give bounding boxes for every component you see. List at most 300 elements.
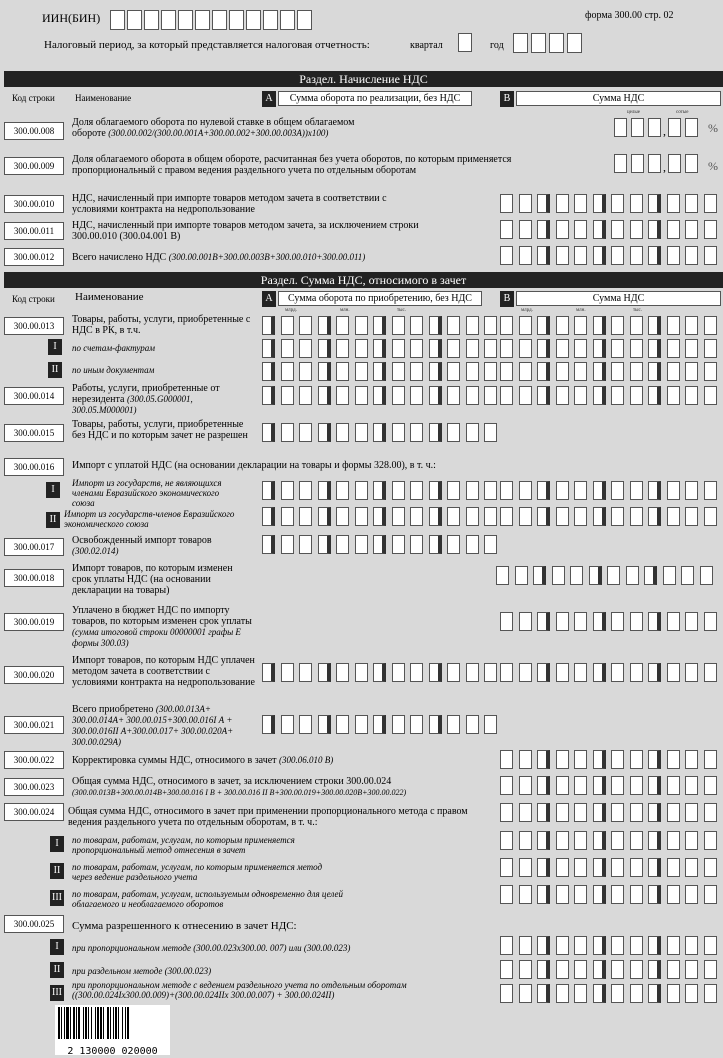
digit-cell[interactable] [336,316,349,335]
digit-cell[interactable] [556,885,569,904]
digit-cell[interactable] [667,339,680,358]
digit-cell[interactable] [574,246,587,265]
digit-cell[interactable] [667,663,680,682]
digit-cell[interactable] [355,481,368,500]
digit-cell[interactable] [593,936,606,955]
digit-cell[interactable] [685,750,698,769]
digit-cell[interactable] [685,118,698,137]
digit-cell[interactable] [631,118,644,137]
digit-cell[interactable] [704,750,717,769]
digit-cell[interactable] [648,612,661,631]
digit-cell[interactable] [593,339,606,358]
digit-cell[interactable] [685,612,698,631]
digit-cell[interactable] [299,339,312,358]
digit-cell[interactable] [519,663,532,682]
digit-cell[interactable] [630,612,643,631]
digit-cell[interactable] [667,936,680,955]
digit-cell[interactable] [589,566,602,585]
digit-cell[interactable] [484,507,497,526]
digit-cell[interactable] [556,858,569,877]
digit-cell[interactable] [630,246,643,265]
digit-cell[interactable] [410,339,423,358]
digit-cell[interactable] [593,246,606,265]
digit-cell[interactable] [574,750,587,769]
digit-cell[interactable] [611,362,624,381]
digit-cell[interactable] [611,885,624,904]
digit-cell[interactable] [297,10,312,30]
digit-cell[interactable] [574,507,587,526]
digit-cell[interactable] [519,220,532,239]
digit-cell[interactable] [355,715,368,734]
digit-cell[interactable] [648,663,661,682]
digit-cell[interactable] [685,481,698,500]
digit-cell[interactable] [429,339,442,358]
digit-cell[interactable] [667,858,680,877]
digit-cell[interactable] [667,831,680,850]
digit-cell[interactable] [704,194,717,213]
digit-cell[interactable] [195,10,210,30]
digit-cell[interactable] [630,339,643,358]
digit-cell[interactable] [262,535,275,554]
digit-cell[interactable] [570,566,583,585]
digit-cell[interactable] [574,663,587,682]
digit-cell[interactable] [667,246,680,265]
digit-cell[interactable] [447,316,460,335]
digit-cell[interactable] [556,507,569,526]
digit-cell[interactable] [611,220,624,239]
digit-cell[interactable] [281,535,294,554]
digit-cell[interactable] [447,362,460,381]
digit-cell[interactable] [704,885,717,904]
digit-cell[interactable] [537,984,550,1003]
digit-cell[interactable] [429,663,442,682]
digit-cell[interactable] [262,423,275,442]
digit-cell[interactable] [500,984,513,1003]
digit-cell[interactable] [500,831,513,850]
digit-cell[interactable] [685,960,698,979]
digit-cell[interactable] [685,984,698,1003]
digit-cell[interactable] [410,481,423,500]
digit-cell[interactable] [318,481,331,500]
digit-cell[interactable] [537,316,550,335]
digit-cell[interactable] [500,362,513,381]
digit-cell[interactable] [648,750,661,769]
quarter-input[interactable] [458,33,472,52]
digit-cell[interactable] [410,362,423,381]
digit-cell[interactable] [500,750,513,769]
digit-cell[interactable] [630,220,643,239]
digit-cell[interactable] [392,386,405,405]
digit-cell[interactable] [178,10,193,30]
digit-cell[interactable] [336,663,349,682]
digit-cell[interactable] [704,663,717,682]
digit-cell[interactable] [373,339,386,358]
digit-cell[interactable] [500,339,513,358]
digit-cell[interactable] [704,481,717,500]
digit-cell[interactable] [685,936,698,955]
digit-cell[interactable] [519,339,532,358]
digit-cell[interactable] [704,246,717,265]
digit-cell[interactable] [318,507,331,526]
digit-cell[interactable] [355,362,368,381]
digit-cell[interactable] [556,984,569,1003]
digit-cell[interactable] [537,858,550,877]
digit-cell[interactable] [556,960,569,979]
digit-cell[interactable] [593,960,606,979]
digit-cell[interactable] [466,507,479,526]
digit-cell[interactable] [500,481,513,500]
digit-cell[interactable] [519,246,532,265]
digit-cell[interactable] [574,481,587,500]
digit-cell[interactable] [127,10,142,30]
digit-cell[interactable] [373,481,386,500]
digit-cell[interactable] [685,507,698,526]
digit-cell[interactable] [537,194,550,213]
digit-cell[interactable] [429,316,442,335]
digit-cell[interactable] [704,831,717,850]
digit-cell[interactable] [447,663,460,682]
digit-cell[interactable] [593,194,606,213]
digit-cell[interactable] [318,535,331,554]
digit-cell[interactable] [574,984,587,1003]
digit-cell[interactable] [392,481,405,500]
digit-cell[interactable] [593,220,606,239]
digit-cell[interactable] [630,984,643,1003]
digit-cell[interactable] [648,246,661,265]
digit-cell[interactable] [336,362,349,381]
digit-cell[interactable] [611,803,624,822]
digit-cell[interactable] [447,715,460,734]
digit-cell[interactable] [447,386,460,405]
digit-cell[interactable] [685,386,698,405]
digit-cell[interactable] [537,803,550,822]
digit-cell[interactable] [556,831,569,850]
digit-cell[interactable] [519,885,532,904]
digit-cell[interactable] [484,481,497,500]
digit-cell[interactable] [429,362,442,381]
digit-cell[interactable] [447,481,460,500]
digit-cell[interactable] [355,663,368,682]
digit-cell[interactable] [519,194,532,213]
digit-cell[interactable] [262,507,275,526]
digit-cell[interactable] [262,362,275,381]
digit-cell[interactable] [668,154,681,173]
digit-cell[interactable] [593,831,606,850]
digit-cell[interactable] [648,858,661,877]
digit-cell[interactable] [519,507,532,526]
digit-cell[interactable] [607,566,620,585]
digit-cell[interactable] [500,612,513,631]
digit-cell[interactable] [593,481,606,500]
digit-cell[interactable] [556,246,569,265]
digit-cell[interactable] [648,362,661,381]
digit-cell[interactable] [648,339,661,358]
digit-cell[interactable] [574,612,587,631]
digit-cell[interactable] [410,535,423,554]
digit-cell[interactable] [500,885,513,904]
digit-cell[interactable] [648,194,661,213]
digit-cell[interactable] [212,10,227,30]
digit-cell[interactable] [556,386,569,405]
digit-cell[interactable] [484,362,497,381]
digit-cell[interactable] [574,960,587,979]
digit-cell[interactable] [611,663,624,682]
digit-cell[interactable] [281,663,294,682]
digit-cell[interactable] [667,316,680,335]
digit-cell[interactable] [280,10,295,30]
digit-cell[interactable] [611,386,624,405]
digit-cell[interactable] [392,663,405,682]
digit-cell[interactable] [299,362,312,381]
digit-cell[interactable] [429,715,442,734]
digit-cell[interactable] [392,316,405,335]
digit-cell[interactable] [556,803,569,822]
digit-cell[interactable] [626,566,639,585]
digit-cell[interactable] [614,118,627,137]
digit-cell[interactable] [299,535,312,554]
digit-cell[interactable] [556,776,569,795]
digit-cell[interactable] [299,386,312,405]
digit-cell[interactable] [246,10,261,30]
digit-cell[interactable] [262,663,275,682]
digit-cell[interactable] [318,423,331,442]
digit-cell[interactable] [593,663,606,682]
digit-cell[interactable] [537,220,550,239]
digit-cell[interactable] [429,507,442,526]
digit-cell[interactable] [593,362,606,381]
digit-cell[interactable] [630,858,643,877]
digit-cell[interactable] [648,118,661,137]
digit-cell[interactable] [500,246,513,265]
digit-cell[interactable] [318,386,331,405]
digit-cell[interactable] [549,33,564,53]
digit-cell[interactable] [355,339,368,358]
digit-cell[interactable] [355,535,368,554]
digit-cell[interactable] [700,566,713,585]
digit-cell[interactable] [630,885,643,904]
digit-cell[interactable] [373,535,386,554]
digit-cell[interactable] [500,194,513,213]
digit-cell[interactable] [466,316,479,335]
digit-cell[interactable] [429,535,442,554]
digit-cell[interactable] [281,339,294,358]
digit-cell[interactable] [466,535,479,554]
digit-cell[interactable] [229,10,244,30]
digit-cell[interactable] [500,858,513,877]
digit-cell[interactable] [611,612,624,631]
digit-cell[interactable] [373,386,386,405]
digit-cell[interactable] [466,386,479,405]
digit-cell[interactable] [262,386,275,405]
digit-cell[interactable] [262,715,275,734]
digit-cell[interactable] [667,960,680,979]
digit-cell[interactable] [373,362,386,381]
digit-cell[interactable] [519,386,532,405]
digit-cell[interactable] [567,33,582,53]
digit-cell[interactable] [336,715,349,734]
digit-cell[interactable] [685,362,698,381]
digit-cell[interactable] [410,423,423,442]
digit-cell[interactable] [593,316,606,335]
digit-cell[interactable] [556,220,569,239]
digit-cell[interactable] [533,566,546,585]
digit-cell[interactable] [611,831,624,850]
digit-cell[interactable] [299,507,312,526]
digit-cell[interactable] [318,663,331,682]
digit-cell[interactable] [667,803,680,822]
digit-cell[interactable] [373,715,386,734]
digit-cell[interactable] [593,750,606,769]
digit-cell[interactable] [537,936,550,955]
digit-cell[interactable] [466,339,479,358]
digit-cell[interactable] [484,535,497,554]
digit-cell[interactable] [110,10,125,30]
digit-cell[interactable] [704,984,717,1003]
digit-cell[interactable] [593,612,606,631]
digit-cell[interactable] [537,507,550,526]
digit-cell[interactable] [355,386,368,405]
digit-cell[interactable] [611,316,624,335]
digit-cell[interactable] [630,386,643,405]
digit-cell[interactable] [537,663,550,682]
digit-cell[interactable] [410,386,423,405]
digit-cell[interactable] [537,481,550,500]
digit-cell[interactable] [630,776,643,795]
digit-cell[interactable] [556,194,569,213]
digit-cell[interactable] [685,316,698,335]
digit-cell[interactable] [685,220,698,239]
digit-cell[interactable] [685,885,698,904]
digit-cell[interactable] [648,481,661,500]
digit-cell[interactable] [447,535,460,554]
digit-cell[interactable] [648,936,661,955]
digit-cell[interactable] [392,507,405,526]
digit-cell[interactable] [519,803,532,822]
digit-cell[interactable] [685,831,698,850]
digit-cell[interactable] [484,339,497,358]
digit-cell[interactable] [630,750,643,769]
digit-cell[interactable] [373,507,386,526]
digit-cell[interactable] [262,316,275,335]
digit-cell[interactable] [630,316,643,335]
digit-cell[interactable] [574,885,587,904]
digit-cell[interactable] [466,715,479,734]
digit-cell[interactable] [681,566,694,585]
digit-cell[interactable] [685,858,698,877]
digit-cell[interactable] [484,316,497,335]
digit-cell[interactable] [496,566,509,585]
digit-cell[interactable] [336,535,349,554]
digit-cell[interactable] [685,339,698,358]
digit-cell[interactable] [611,750,624,769]
digit-cell[interactable] [685,776,698,795]
digit-cell[interactable] [519,776,532,795]
digit-cell[interactable] [644,566,657,585]
digit-cell[interactable] [429,481,442,500]
digit-cell[interactable] [484,663,497,682]
digit-cell[interactable] [704,339,717,358]
digit-cell[interactable] [667,386,680,405]
digit-cell[interactable] [667,984,680,1003]
digit-cell[interactable] [281,715,294,734]
digit-cell[interactable] [611,481,624,500]
digit-cell[interactable] [537,831,550,850]
digit-cell[interactable] [355,507,368,526]
digit-cell[interactable] [466,481,479,500]
digit-cell[interactable] [648,885,661,904]
digit-cell[interactable] [648,220,661,239]
digit-cell[interactable] [519,362,532,381]
digit-cell[interactable] [630,663,643,682]
digit-cell[interactable] [648,776,661,795]
digit-cell[interactable] [630,481,643,500]
digit-cell[interactable] [537,362,550,381]
digit-cell[interactable] [667,194,680,213]
digit-cell[interactable] [667,885,680,904]
digit-cell[interactable] [262,339,275,358]
digit-cell[interactable] [630,194,643,213]
digit-cell[interactable] [593,984,606,1003]
digit-cell[interactable] [537,612,550,631]
digit-cell[interactable] [263,10,278,30]
digit-cell[interactable] [447,339,460,358]
digit-cell[interactable] [648,386,661,405]
digit-cell[interactable] [667,750,680,769]
digit-cell[interactable] [299,663,312,682]
digit-cell[interactable] [484,715,497,734]
digit-cell[interactable] [299,316,312,335]
digit-cell[interactable] [392,339,405,358]
digit-cell[interactable] [531,33,546,53]
digit-cell[interactable] [704,960,717,979]
digit-cell[interactable] [704,803,717,822]
digit-cell[interactable] [593,507,606,526]
digit-cell[interactable] [500,936,513,955]
digit-cell[interactable] [484,386,497,405]
digit-cell[interactable] [631,154,644,173]
digit-cell[interactable] [537,246,550,265]
digit-cell[interactable] [685,803,698,822]
digit-cell[interactable] [611,960,624,979]
digit-cell[interactable] [556,750,569,769]
digit-cell[interactable] [574,339,587,358]
digit-cell[interactable] [574,858,587,877]
digit-cell[interactable] [447,423,460,442]
digit-cell[interactable] [685,663,698,682]
digit-cell[interactable] [500,803,513,822]
digit-cell[interactable] [611,776,624,795]
digit-cell[interactable] [537,386,550,405]
digit-cell[interactable] [593,885,606,904]
digit-cell[interactable] [552,566,565,585]
digit-cell[interactable] [500,386,513,405]
digit-cell[interactable] [574,194,587,213]
digit-cell[interactable] [574,386,587,405]
digit-cell[interactable] [392,535,405,554]
digit-cell[interactable] [667,220,680,239]
digit-cell[interactable] [685,246,698,265]
digit-cell[interactable] [410,715,423,734]
digit-cell[interactable] [161,10,176,30]
digit-cell[interactable] [392,362,405,381]
digit-cell[interactable] [410,663,423,682]
digit-cell[interactable] [648,960,661,979]
digit-cell[interactable] [318,339,331,358]
digit-cell[interactable] [556,339,569,358]
digit-cell[interactable] [630,960,643,979]
digit-cell[interactable] [574,776,587,795]
digit-cell[interactable] [429,386,442,405]
